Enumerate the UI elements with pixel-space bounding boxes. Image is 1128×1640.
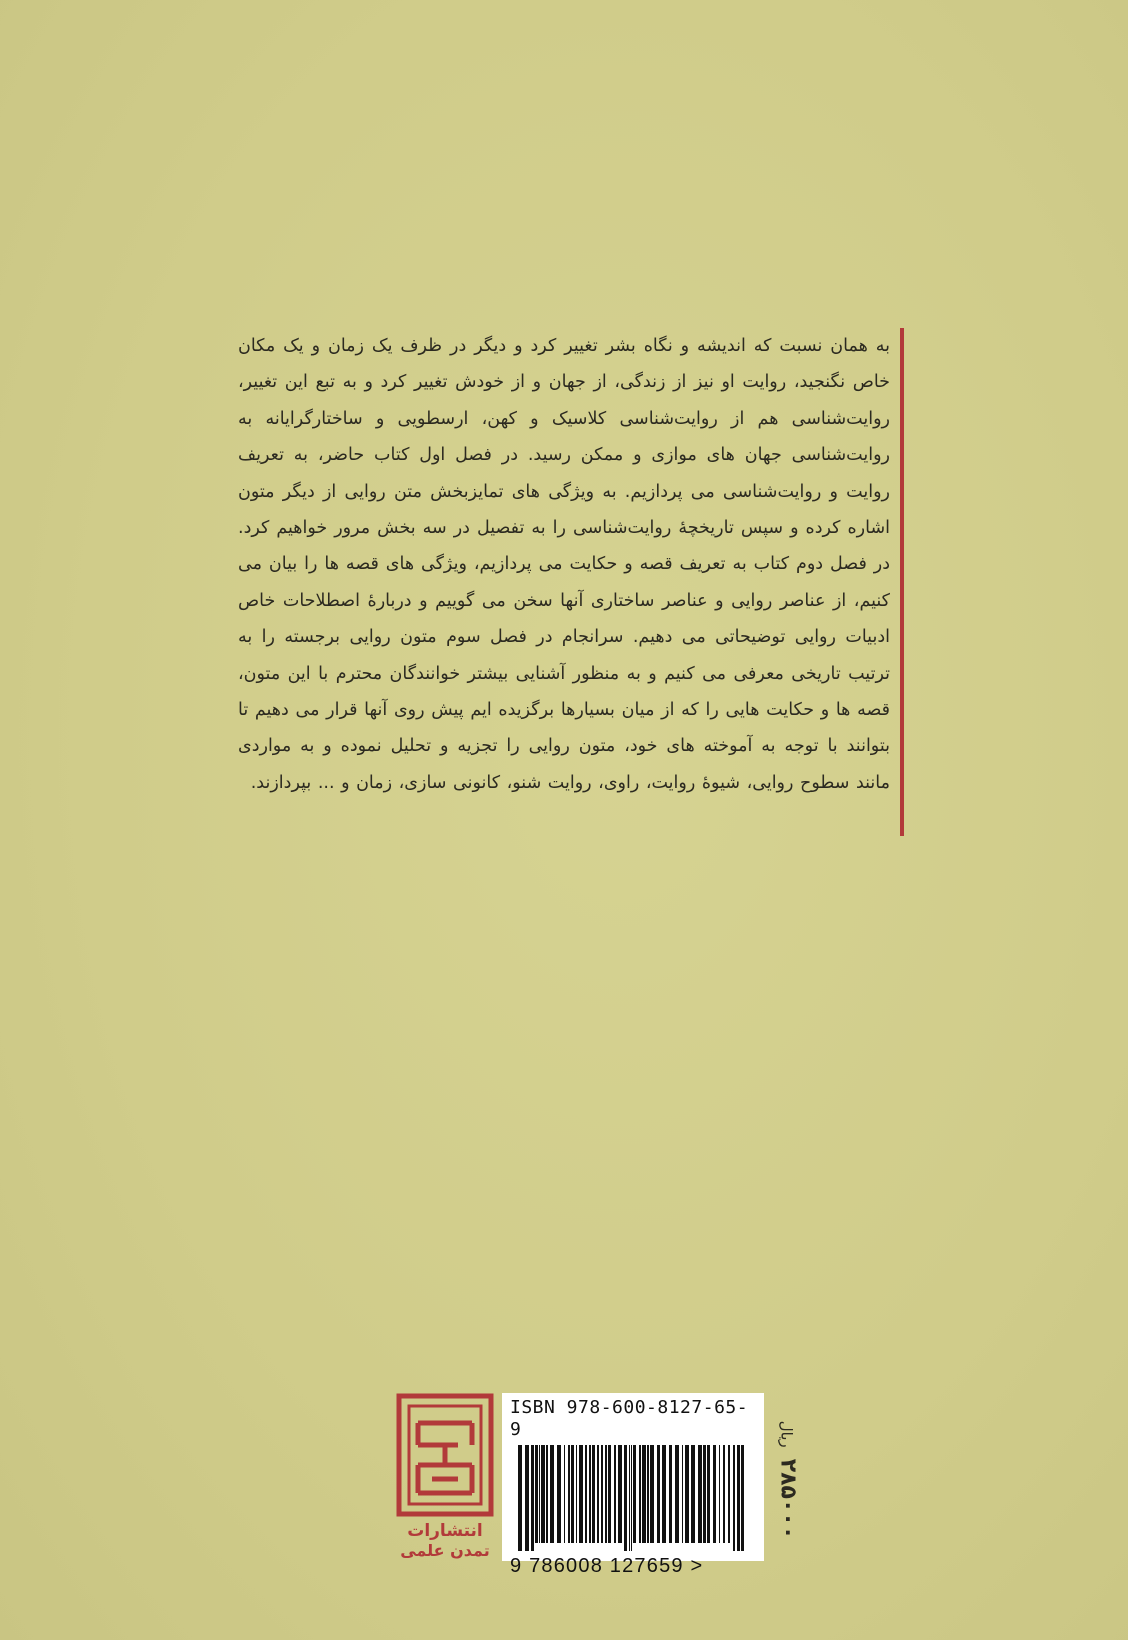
isbn-barcode [502,1393,764,1577]
barcode-bar [631,1445,632,1551]
barcode-bar [633,1445,636,1543]
barcode-bar [546,1445,548,1543]
barcode-bar [550,1445,554,1543]
barcode-bar [585,1445,587,1543]
barcode-bar [723,1445,725,1543]
barcode-bars [510,1445,756,1551]
barcode-bar [647,1445,649,1543]
isbn-label: ISBN 978-600-8127-65-9 [510,1397,749,1440]
barcode-bar [564,1445,565,1543]
barcode-bar [624,1445,627,1551]
barcode-bar [707,1445,710,1543]
svg-text:تمدن علمی: تمدن علمی [445,1511,450,1512]
barcode-bar [579,1445,583,1543]
barcode-bar [571,1445,574,1543]
barcode-bar [605,1445,607,1543]
barcode-bar [589,1445,591,1543]
barcode-bar [597,1445,599,1543]
barcode-bar [518,1445,522,1551]
barcode-bar [618,1445,622,1543]
barcode-bar [629,1445,630,1551]
barcode-bar [703,1445,706,1543]
barcode-bar [568,1445,570,1543]
barcode-bar [642,1445,646,1543]
barcode-bar [675,1445,679,1543]
barcode-bar [741,1445,744,1551]
barcode-bar [685,1445,689,1543]
barcode-bar [608,1445,611,1543]
publisher-logo [396,1393,494,1563]
price-unit: ریال [777,1420,796,1448]
barcode-bar [541,1445,545,1543]
barcode-bar [614,1445,616,1543]
publisher-emblem-icon [396,1393,494,1517]
barcode-bar [733,1445,735,1551]
barcode-bar [535,1445,538,1543]
price-amount: ۲۸۵۰۰۰ [775,1458,801,1540]
barcode-bar [657,1445,660,1543]
blurb-block [238,328,904,836]
barcode-bar [539,1445,540,1543]
barcode-bar [682,1445,683,1543]
price-tag [770,1400,806,1560]
barcode-bar [531,1445,534,1551]
barcode-bar [601,1445,603,1543]
blurb-text: به همان نسبت که اندیشه و نگاه بشر تغییر کرد و دیگر در ظرف یک زمان و یک مکان خاص نگنجید، روایت او نیز از زندگی، از جهان و از خودش تغییر کرد و به تبع این تغییر، روایت‌شناسی هم از روایت‌شناسی کلاسیک و کهن، ارسطویی و ساختارگرایانه به روایت‌شناسی جهان های موازی و ممکن رسید. در فصل اول کتاب حاضر، به تعریف روایت و روایت‌شناسی می پردازیم. به ویژگی های تمایزبخش متن روایی از دیگر متون اشاره کرده و سپس تاریخچهٔ روایت‌شناسی را به تفصیل در سه بخش مرور خواهیم کرد. در فصل دوم کتاب به تعریف قصه و حکایت می پردازیم، ویژگی های قصه ها را بیان می کنیم، از عناصر روایی و عناصر ساختاری آنها سخن می گوییم و دربارهٔ اصطلاحات خاص ادبیات روایی توضیحاتی می دهیم. سرانجام در فصل سوم متون روایی برجسته را به ترتیب تاریخی معرفی می کنیم و به منظور آشنایی بیشتر خوانندگان محترم با این متون، قصه ها و حکایت هایی را که از میان بسیارها برگزیده ایم پیش روی آنها قرار می دهیم تا بتوانند با توجه به آموخته های خود، متون روایی را تجزیه و تحلیل نموده و به مواردی مانند سطوح روایی، شیوهٔ روایت، راوی، روایت شنو، کانونی سازی، زمان و ... بپردازند. [238,336,890,793]
publisher-name-line2: تمدن علمی [400,1541,490,1560]
barcode-bar [639,1445,641,1543]
barcode-bar [669,1445,672,1543]
barcode-bar [650,1445,654,1543]
barcode-bar [557,1445,561,1543]
barcode-bar [662,1445,666,1543]
barcode-bar [728,1445,730,1543]
barcode-bar [525,1445,529,1551]
barcode-bar [698,1445,702,1543]
barcode-bar [576,1445,577,1543]
barcode-digits: 9 786008 127659 > [510,1555,704,1577]
barcode-bar [719,1445,720,1543]
barcode-bar [691,1445,695,1543]
barcode-bar [713,1445,716,1543]
barcode-bar [737,1445,740,1551]
barcode-bar [592,1445,595,1543]
publisher-name-line1: انتشارات [407,1521,483,1541]
